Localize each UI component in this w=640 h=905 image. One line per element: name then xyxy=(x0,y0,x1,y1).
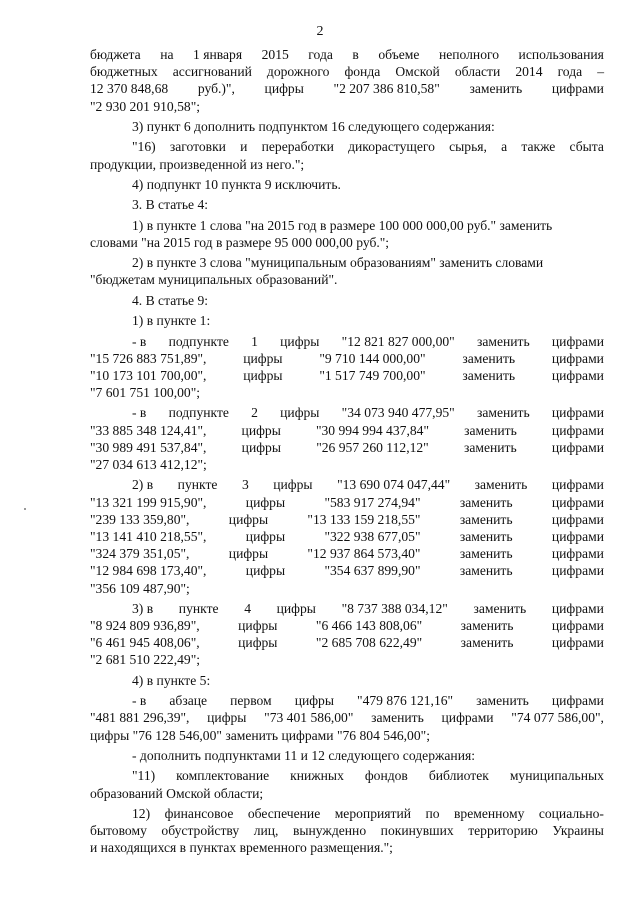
text-line: "356 109 487,90"; xyxy=(90,580,190,596)
text-line xyxy=(90,767,604,784)
word: цифрами xyxy=(551,422,604,438)
word: бытовому xyxy=(90,823,147,839)
word: 3 xyxy=(241,477,249,493)
word: а xyxy=(501,139,508,155)
text-line: 1) в пункте 1 слова "на 2015 год в размере 100 000 000,00 руб." заменить xyxy=(132,217,553,233)
text-line xyxy=(90,545,604,562)
word: цифрами xyxy=(551,635,604,651)
word: сбыта xyxy=(569,139,604,155)
word: года xyxy=(557,64,583,80)
text-line xyxy=(90,404,604,421)
word: бюджета xyxy=(90,47,141,62)
word: обустройству xyxy=(161,823,240,839)
text-line xyxy=(90,422,604,439)
word: цифрами xyxy=(551,81,604,97)
word: 3) в xyxy=(132,600,154,616)
text-line: "27 034 613 412,12"; xyxy=(90,457,207,472)
word: заменить xyxy=(469,81,523,97)
word: "239 133 359,80", xyxy=(90,511,190,527)
text-line xyxy=(90,333,604,350)
word: цифрами xyxy=(551,563,604,579)
word: области xyxy=(454,64,501,80)
word: "9 710 144 000,00" xyxy=(319,350,426,366)
word: дикорастущего xyxy=(348,139,435,155)
word: года xyxy=(308,47,333,62)
document-body xyxy=(90,46,604,856)
word: "354 637 899,90" xyxy=(324,563,421,579)
paragraph xyxy=(90,138,604,172)
text-line xyxy=(90,367,604,384)
word: заменить xyxy=(371,710,424,726)
word: заменить xyxy=(462,350,516,366)
word: цифры xyxy=(264,81,304,97)
word: Омской xyxy=(395,64,440,80)
text-line: 3) пункт 6 дополнить подпунктом 16 следующего содержания: xyxy=(132,118,495,134)
word: цифрами xyxy=(551,367,604,383)
word: финансовое xyxy=(164,805,234,821)
word: покинувших xyxy=(380,823,454,839)
text-line xyxy=(90,494,604,511)
word: заменить xyxy=(459,546,513,562)
paragraph xyxy=(90,46,604,115)
text-line: продукции, произведенной из него."; xyxy=(90,156,305,172)
word: - в xyxy=(132,333,147,349)
text-line: словами "на 2015 год в размере 95 000 000,00 руб."; xyxy=(90,234,390,250)
word: библиотек xyxy=(428,768,489,784)
word: временному xyxy=(454,805,525,821)
word: заменить xyxy=(464,422,517,438)
word: "33 885 348 124,41", xyxy=(90,422,207,438)
word: цифры xyxy=(243,367,283,383)
text-line: 2) в пункте 3 слова "муниципальным образованиям" заменить словами xyxy=(132,255,544,271)
word: дорожного xyxy=(266,64,330,80)
word: "13 690 074 047,44" xyxy=(337,477,451,493)
word: заменить xyxy=(459,494,513,510)
word: заменить xyxy=(474,477,528,493)
word: фондов xyxy=(364,768,408,784)
word: цифры xyxy=(245,528,286,544)
word: - в xyxy=(132,405,147,421)
word: в xyxy=(352,47,359,62)
word: цифрами xyxy=(551,511,604,527)
word: 1 января xyxy=(193,47,243,62)
paragraph xyxy=(90,333,604,402)
word: книжных xyxy=(290,768,344,784)
word: заменить xyxy=(476,693,529,709)
word: цифрами xyxy=(551,618,604,634)
paragraph xyxy=(90,176,604,193)
word: заменить xyxy=(462,367,516,383)
paragraph xyxy=(90,672,604,689)
text-line xyxy=(90,562,604,579)
word: использования xyxy=(518,47,604,62)
word: 2014 xyxy=(515,64,543,80)
text-line: 4) подпункт 10 пункта 9 исключить. xyxy=(132,176,341,192)
word: "12 937 864 573,40" xyxy=(307,546,421,562)
word: заменить xyxy=(460,618,514,634)
word: "73 401 586,00" xyxy=(264,710,354,726)
word: "11) xyxy=(132,768,156,784)
word: цифрами xyxy=(551,693,604,709)
word: "481 881 296,39", xyxy=(90,710,190,726)
word: цифрами xyxy=(551,528,604,544)
word: также xyxy=(521,139,556,155)
word: "12 821 827 000,00" xyxy=(341,333,455,349)
paragraph xyxy=(90,118,604,135)
word: цифрами xyxy=(551,350,604,366)
paragraph xyxy=(90,254,604,288)
word: "479 876 121,16" xyxy=(357,693,454,709)
word: цифры xyxy=(280,333,320,349)
word: цифры xyxy=(228,546,269,562)
paragraph xyxy=(90,767,604,801)
word: социально- xyxy=(538,805,604,821)
word: "15 726 883 751,89", xyxy=(90,350,207,366)
paragraph xyxy=(90,292,604,309)
text-line: "бюджетам муниципальных образований". xyxy=(90,272,338,288)
word: цифры xyxy=(245,563,286,579)
word: ассигнований xyxy=(172,64,252,80)
word: 2 xyxy=(251,405,258,421)
text-line: образований Омской области; xyxy=(90,785,264,801)
text-line: и находящихся в пунктах временного размещения."; xyxy=(90,840,393,856)
text-line xyxy=(90,63,604,80)
text-line: - дополнить подпунктами 11 и 12 следующего содержания: xyxy=(132,747,476,763)
word: "74 077 586,00", xyxy=(511,710,604,726)
paragraph xyxy=(90,404,604,473)
text-line: 4. В статье 9: xyxy=(132,292,209,308)
word: заменить xyxy=(473,600,527,616)
word: объеме xyxy=(378,47,420,62)
word: подпункте xyxy=(168,333,229,349)
word: цифры xyxy=(228,511,269,527)
word: лиц, xyxy=(253,823,279,839)
paragraph xyxy=(90,747,604,764)
word: и xyxy=(240,139,248,155)
word: цифрами xyxy=(441,710,494,726)
word: руб.)", xyxy=(197,81,235,97)
paragraph xyxy=(90,196,604,213)
word: сырья, xyxy=(449,139,487,155)
word: пункте xyxy=(178,600,219,616)
word: цифры xyxy=(238,618,278,634)
word: заменить xyxy=(459,511,513,527)
word: цифрами xyxy=(551,546,604,562)
word: "12 984 698 173,40", xyxy=(90,563,207,579)
page-number: 2 xyxy=(316,24,324,39)
word: цифры xyxy=(241,422,281,438)
word: "322 938 677,05" xyxy=(324,528,421,544)
word: "34 073 940 477,95" xyxy=(341,405,455,421)
word: "13 321 199 915,90", xyxy=(90,494,207,510)
word: "2 685 708 622,49" xyxy=(315,635,423,651)
text-line: "2 930 201 910,58"; xyxy=(90,98,201,114)
word: заготовки xyxy=(169,139,226,155)
word: "30 989 491 537,84", xyxy=(90,439,207,455)
word: – xyxy=(597,64,604,80)
text-line xyxy=(90,138,604,155)
text-line xyxy=(90,439,604,456)
word: вынужденно xyxy=(292,823,367,839)
word: абзаце xyxy=(169,693,208,709)
text-line xyxy=(90,46,604,63)
word: пункте xyxy=(177,477,218,493)
word: цифрами xyxy=(551,405,604,421)
word: цифры xyxy=(241,439,281,455)
word: "16) xyxy=(132,139,156,155)
word: цифрами xyxy=(551,494,604,510)
word: по xyxy=(425,805,440,821)
word: цифрами xyxy=(551,439,604,455)
scan-speck xyxy=(24,508,26,510)
word: 12) xyxy=(132,805,151,821)
word: 2) в xyxy=(132,477,154,493)
word: цифры xyxy=(207,710,247,726)
word: "13 133 159 218,55" xyxy=(307,511,421,527)
text-line: "2 681 510 222,49"; xyxy=(90,652,201,668)
word: заменить xyxy=(459,528,513,544)
text-line xyxy=(90,350,604,367)
word: 12 370 848,68 xyxy=(90,81,169,97)
word: заменить xyxy=(463,439,517,455)
text-line xyxy=(90,476,604,493)
word: "6 461 945 408,06", xyxy=(90,635,200,651)
word: "1 517 749 700,00" xyxy=(319,367,426,383)
text-line: 3. В статье 4: xyxy=(132,197,209,213)
word: обеспечение xyxy=(247,805,321,821)
word: "583 917 274,94" xyxy=(324,494,421,510)
word: цифрами xyxy=(551,600,604,616)
word: цифрами xyxy=(551,477,604,493)
text-line xyxy=(90,634,604,651)
word: "26 957 260 112,12" xyxy=(316,439,429,455)
word: цифры xyxy=(276,600,316,616)
text-line xyxy=(90,80,604,97)
text-line: 4) в пункте 5: xyxy=(132,672,211,688)
word: комплектование xyxy=(176,768,270,784)
word: цифры xyxy=(238,635,278,651)
word: первом xyxy=(230,693,272,709)
word: "324 379 351,05", xyxy=(90,546,190,562)
word: 4 xyxy=(244,600,251,616)
word: фонда xyxy=(344,64,381,80)
word: цифры xyxy=(243,350,283,366)
word: "13 141 410 218,55", xyxy=(90,528,207,544)
paragraph xyxy=(90,600,604,669)
word: на xyxy=(160,47,174,62)
word: территорию xyxy=(468,823,538,839)
word: цифрами xyxy=(551,333,604,349)
word: "2 207 386 810,58" xyxy=(333,81,440,97)
word: бюджетных xyxy=(90,64,158,80)
paragraph xyxy=(90,805,604,857)
word: подпункте xyxy=(168,405,229,421)
word: цифры xyxy=(245,494,286,510)
text-line: цифры "76 128 546,00" заменить цифрами "76 804 546,00"; xyxy=(90,727,430,743)
text-line xyxy=(90,528,604,545)
paragraph xyxy=(90,312,604,329)
text-line xyxy=(90,692,604,709)
word: 2015 xyxy=(261,47,289,62)
word: заменить xyxy=(460,635,514,651)
paragraph xyxy=(90,476,604,596)
text-line xyxy=(90,617,604,634)
word: цифры xyxy=(280,405,320,421)
text-line xyxy=(90,600,604,617)
word: "30 994 994 437,84" xyxy=(315,422,429,438)
word: "8 737 388 034,12" xyxy=(341,600,448,616)
word: заменить xyxy=(459,563,513,579)
word: муниципальных xyxy=(509,768,604,784)
word: цифры xyxy=(294,693,334,709)
word: "6 466 143 808,06" xyxy=(315,618,423,634)
text-line xyxy=(90,822,604,839)
paragraph xyxy=(90,217,604,251)
word: "8 924 809 936,89", xyxy=(90,618,200,634)
text-line xyxy=(90,511,604,528)
word: мероприятий xyxy=(334,805,412,821)
text-line: 1) в пункте 1: xyxy=(132,313,211,329)
text-line: "7 601 751 100,00"; xyxy=(90,385,201,401)
word: неполного xyxy=(438,47,500,62)
text-line xyxy=(90,805,604,822)
word: заменить xyxy=(476,405,530,421)
paragraph xyxy=(90,692,604,744)
word: цифры xyxy=(273,477,313,493)
word: - в xyxy=(132,693,147,709)
text-line xyxy=(90,709,604,726)
word: "10 173 101 700,00", xyxy=(90,367,207,383)
word: заменить xyxy=(476,333,530,349)
word: 1 xyxy=(251,333,258,349)
word: Украины xyxy=(552,823,604,839)
word: переработки xyxy=(261,139,334,155)
